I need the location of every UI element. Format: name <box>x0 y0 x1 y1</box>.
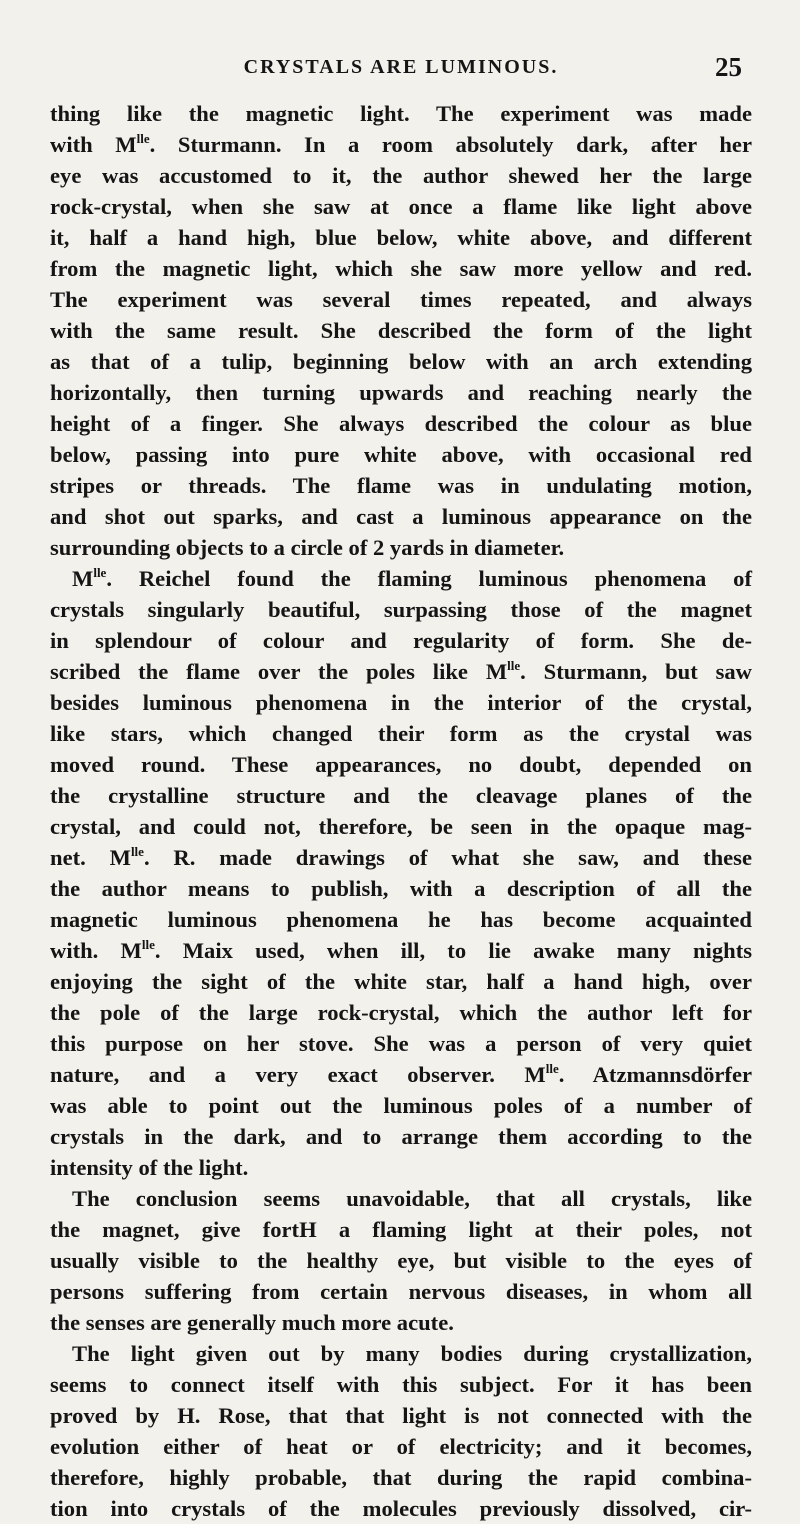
text-line-34: crystals in the dark, and to arrange them according to the <box>50 1124 752 1149</box>
text-line-43: proved by H. Rose, that that light is not connected with the <box>50 1403 752 1428</box>
text-line-44: evolution either of heat or of electricity; and it becomes, <box>50 1434 752 1459</box>
text-line-14: and shot out sparks, and cast a luminous appearance on the <box>50 504 752 529</box>
text-line-38: usually visible to the healthy eye, but visible to the eyes of <box>50 1248 752 1273</box>
running-head <box>50 52 752 96</box>
text-line-2: with $M^{lle}$. Sturmann. In a room absolutely dark, after her <box>50 131 752 157</box>
text-line-37: the magnet, give fortH a flaming light at their poles, not <box>50 1217 752 1242</box>
text-line-17: crystals singularly beautiful, surpassing those of the magnet <box>50 597 752 622</box>
text-line-22: moved round. These appearances, no doubt, depended on <box>50 752 752 777</box>
text-line-26: the author means to publish, with a description of all the <box>50 876 752 901</box>
text-line-23: the crystalline structure and the cleavage planes of the <box>50 783 752 808</box>
text-line-15: surrounding objects to a circle of 2 yards in diameter. <box>50 535 565 560</box>
text-line-16: $M^{lle}$. Reichel found the flaming luminous phenomena of <box>72 565 752 591</box>
text-line-42: seems to connect itself with this subject. For it has been <box>50 1372 752 1397</box>
text-line-28: with. $M^{lle}$. Maix used, when ill, to lie awake many nights <box>50 937 753 963</box>
text-line-30: the pole of the large rock-crystal, which the author left for <box>50 1000 752 1025</box>
abbrev-mademoiselle: $M^{lle}$. <box>485 658 526 684</box>
abbrev-mademoiselle: $M^{lle}$. <box>109 844 150 870</box>
text-line-1: thing like the magnetic light. The experiment was made <box>50 101 752 126</box>
text-line-41: The light given out by many bodies during crystallization, <box>72 1341 752 1366</box>
abbrev-mademoiselle: $M^{lle}$. <box>72 565 112 591</box>
text-line-25: net. $M^{lle}$. R. made drawings of what she saw, and these <box>50 844 752 870</box>
text-line-13: stripes or threads. The flame was in undulating motion, <box>50 473 752 498</box>
text-line-3: eye was accustomed to it, the author shewed her the large <box>50 163 752 188</box>
text-line-20: besides luminous phenomena in the interior of the crystal, <box>50 690 752 715</box>
text-line-9: as that of a tulip, beginning below with an arch extending <box>50 349 752 374</box>
text-line-27: magnetic luminous phenomena he has become acquainted <box>50 907 752 932</box>
text-line-45: therefore, highly probable, that during the rapid combina- <box>50 1465 752 1490</box>
body-text <box>50 98 752 1524</box>
text-line-39: persons suffering from certain nervous diseases, in whom all <box>50 1279 752 1304</box>
text-line-19: scribed the flame over the poles like $M^{lle}$. Sturmann, but saw <box>50 658 753 684</box>
text-line-8: with the same result. She described the form of the light <box>50 318 752 343</box>
text-line-46: tion into crystals of the molecules previously dissolved, cir- <box>50 1496 752 1521</box>
text-line-32: nature, and a very exact observer. $M^{lle}$. Atzmannsdörfer <box>50 1061 752 1087</box>
text-line-40: the senses are generally much more acute. <box>50 1310 454 1335</box>
abbrev-mademoiselle: $M^{lle}$. <box>120 937 161 963</box>
text-line-4: rock-crystal, when she saw at once a flame like light above <box>50 194 752 219</box>
text-line-29: enjoying the sight of the white star, half a hand high, over <box>50 969 752 994</box>
text-line-12: below, passing into pure white above, with occasional red <box>50 442 752 467</box>
text-line-36: The conclusion seems unavoidable, that all crystals, like <box>72 1186 752 1211</box>
abbrev-mademoiselle: $M^{lle}$. <box>524 1061 565 1087</box>
abbrev-mademoiselle: $M^{lle}$. <box>115 131 156 157</box>
text-line-10: horizontally, then turning upwards and reaching nearly the <box>50 380 752 405</box>
text-line-18: in splendour of colour and regularity of form. She de- <box>50 628 752 653</box>
text-line-33: was able to point out the luminous poles of a number of <box>50 1093 752 1118</box>
text-line-21: like stars, which changed their form as the crystal was <box>50 721 752 746</box>
text-line-7: The experiment was several times repeated, and always <box>50 287 752 312</box>
text-line-31: this purpose on her stove. She was a person of very quiet <box>50 1031 752 1056</box>
page-number: 25 <box>715 52 742 82</box>
running-title: CRYSTALS ARE LUMINOUS. <box>243 56 559 78</box>
text-line-24: crystal, and could not, therefore, be seen in the opaque mag- <box>50 814 752 839</box>
text-line-6: from the magnetic light, which she saw more yellow and red. <box>50 256 752 281</box>
text-line-11: height of a finger. She always described the colour as blue <box>50 411 752 436</box>
text-line-5: it, half a hand high, blue below, white above, and different <box>50 225 752 250</box>
text-line-35: intensity of the light. <box>50 1155 249 1180</box>
